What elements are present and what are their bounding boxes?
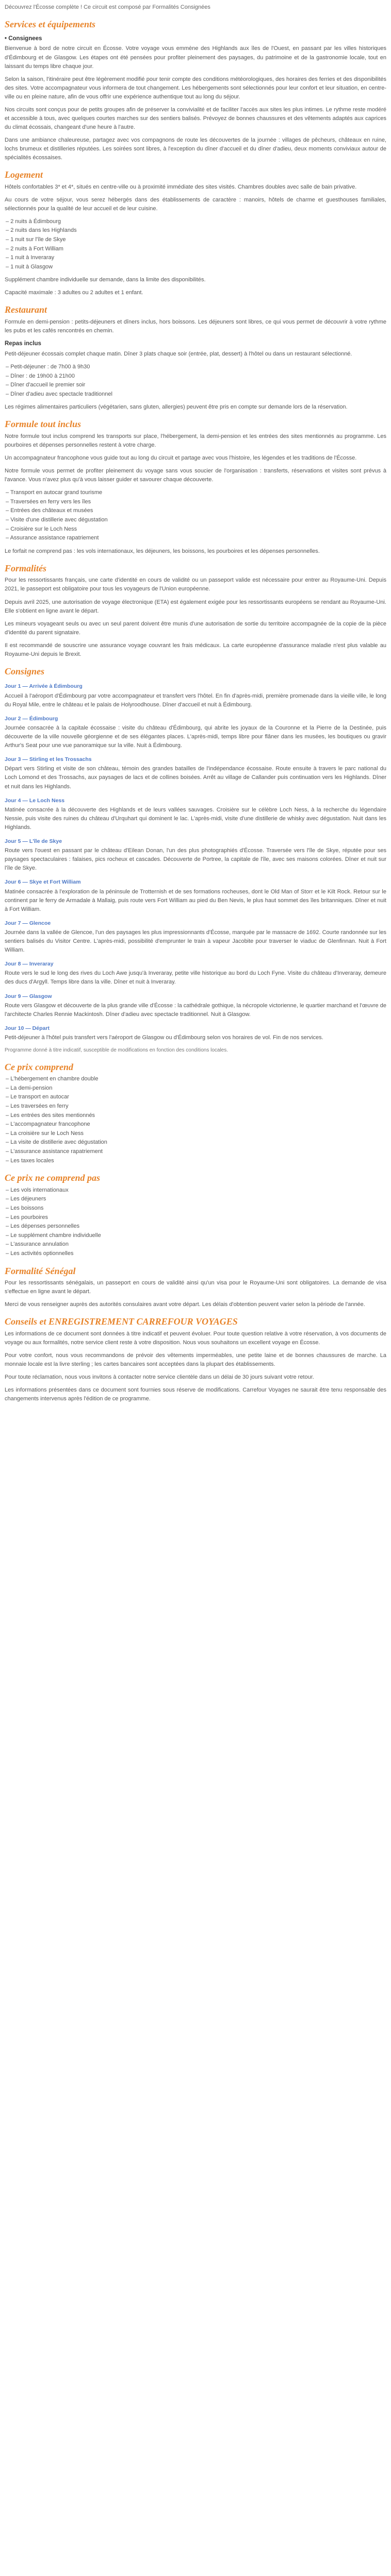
formalites-senegal-title: Formalité Sénégal xyxy=(5,1265,76,1276)
day-text: Route vers le sud le long des rives du Loch Awe jusqu'à Inveraray, petite ville historique au bord du Loch Fyne. Visite du château d'Inveraray, demeure des ducs d'Argyll. Temps libre dans la ville. Dîner et nuit à Inveraray. xyxy=(5,970,386,986)
day-heading: Jour 5 — L'île de Skye xyxy=(5,838,62,844)
consignees-heading: • Consignees xyxy=(5,35,42,42)
day-heading: Jour 10 — Départ xyxy=(5,1025,50,1031)
consignes-section xyxy=(5,666,386,1055)
day-text: Matinée consacrée à l'exploration de la péninsule de Trotternish et de ses formations rocheuses, dont le Old Man of Storr et le Kilt Rock. Retour sur le continent par le ferry de Armadale à Mallaig, puis route vers Fort William au pied du Ben Nevis, le plus haut sommet des îles britanniques. Dîner et nuit à Fort William. xyxy=(5,888,386,912)
day-text: Journée dans la vallée de Glencoe, l'un des paysages les plus impressionnants d'Écosse, marquée par le massacre de 1692. Courte randonnée sur les sentiers balisés du Visitor Centre. L'après-midi, possibilité d'emprunter le train à vapeur Jacobite pour traverser le viaduc de Glenfinnan. Nuit à Fort William. xyxy=(5,929,386,954)
services-p4: Dans une ambiance chaleureuse, partagez avec vos compagnons de route les découvertes de la journée : villages de pêcheurs, châteaux en ruine, lochs brumeux et distilleries réputées. Les soirées sont libres, à l'exception du dîner d'accueil et du dîner d'adieu, deux moments conviviaux autour de spécialités écossaises. xyxy=(5,137,386,161)
day-text: Route vers l'ouest en passant par le château d'Eilean Donan, l'un des plus photographiés d'Écosse. Traversée vers l'île de Skye, réputée pour ses paysages spectaculaires : falaises, pics rocheux et cascades. Découverte de Portree, la capitale de l'île, avec ses maisons colorées. Dîner et nuit sur l'île de Skye. xyxy=(5,848,386,872)
restaurant-p2: Petit-déjeuner écossais complet chaque matin. Dîner 3 plats chaque soir (entrée, plat, dessert) à l'hôtel ou dans un restaurant sélectionné. xyxy=(5,350,352,357)
day-block xyxy=(5,755,386,791)
list-item: – Assurance assistance rapatriement xyxy=(6,534,386,543)
list-item: – Les traversées en ferry xyxy=(6,1102,386,1111)
list-item: – 1 nuit sur l'île de Skye xyxy=(6,235,386,245)
list-item: – Les vols internationaux xyxy=(6,1186,386,1195)
list-item: – Les activités optionnelles xyxy=(6,1249,386,1259)
infos-title: Conseils et ENREGISTREMENT CARREFOUR VOYAGES xyxy=(5,1316,238,1327)
non-inclus-title: Ce prix ne comprend pas xyxy=(5,1173,101,1183)
services-p2: Selon la saison, l'itinéraire peut être légèrement modifié pour tenir compte des conditions météorologiques, des horaires des ferries et des disponibilités des sites. Votre accompagnateur vous informera de tout changement. Les hébergements sont sélectionnés pour leur confort et leur situation, en centre-ville ou en pleine nature, afin de vous offrir une expérience authentique tout au long du séjour. xyxy=(5,76,386,100)
list-item: – Les taxes locales xyxy=(6,1157,386,1166)
list-item: – Dîner d'adieu avec spectacle traditionnel xyxy=(6,390,386,399)
list-item: – Le supplément chambre individuelle xyxy=(6,1231,386,1241)
logement-p3: Supplément chambre individuelle sur demande, dans la limite des disponibilités. xyxy=(5,277,206,283)
day-block xyxy=(5,837,386,873)
logement-p1: Hôtels confortables 3* et 4*, situés en centre-ville ou à proximité immédiate des sites visités. Chambres doubles avec salle de bain privative. xyxy=(5,183,357,190)
day-block xyxy=(5,682,386,709)
list-item: – Transport en autocar grand tourisme xyxy=(6,488,386,498)
day-heading: Jour 8 — Inveraray xyxy=(5,961,54,968)
non-inclus-list xyxy=(5,1186,386,1259)
consignes-title: Consignes xyxy=(5,666,45,676)
restaurant-title: Restaurant xyxy=(5,304,47,315)
formalites-section xyxy=(5,563,386,659)
formalites-senegal-p2: Merci de vous renseigner auprès des autorités consulaires avant votre départ. Les délais d'obtention peuvent varier selon la période de l'année. xyxy=(5,1301,365,1308)
infos-p2: Pour votre confort, nous vous recommandons de prévoir des vêtements imperméables, une petite laine et de bonnes chaussures de marche. La monnaie locale est la livre sterling ; les cartes bancaires sont acceptées dans la plupart des établissements. xyxy=(5,1352,386,1368)
formalites-p4: Il est recommandé de souscrire une assurance voyage couvrant les frais médicaux. La carte européenne d'assurance maladie n'est plus valable au Royaume-Uni depuis le Brexit. xyxy=(5,642,386,657)
list-item: – Petit-déjeuner : de 7h00 à 9h30 xyxy=(6,363,386,372)
infos-p4: Les informations présentées dans ce document sont fournies sous réserve de modifications. Carrefour Voyages ne saurait être tenu responsable des changements intervenus après l'édition de ce programme. xyxy=(5,1387,386,1402)
day-heading: Jour 1 — Arrivée à Édimbourg xyxy=(5,683,83,690)
restaurant-section xyxy=(5,304,386,412)
infos-p1: Les informations de ce document sont données à titre indicatif et peuvent évoluer. Pour toute question relative à votre réservation, à vos documents de voyage ou aux formalités, notre service client reste à votre disposition. Nous vous souhaitons un excellent voyage en Écosse. xyxy=(5,1330,386,1346)
day-block xyxy=(5,878,386,913)
list-item: – La croisière sur le Loch Ness xyxy=(6,1129,386,1139)
formalites-p1: Pour les ressortissants français, une carte d'identité en cours de validité ou un passeport valide est nécessaire pour entrer au Royaume-Uni. Depuis 2021, le passeport est obligatoire pour tous les voyageurs de l'Union européenne. xyxy=(5,577,386,592)
inclus-title: Ce prix comprend xyxy=(5,1061,73,1072)
list-item: – Visite d'une distillerie avec dégustation xyxy=(6,516,386,525)
list-item: – Traversées en ferry vers les îles xyxy=(6,498,386,507)
day-heading: Jour 6 — Skye et Fort William xyxy=(5,879,81,886)
day-heading: Jour 7 — Glencoe xyxy=(5,920,51,926)
services-p1: Bienvenue à bord de notre circuit en Écosse. Votre voyage vous emmène des Highlands aux îles de l'Ouest, en passant par les villes historiques d'Édimbourg et de Glasgow. Les étapes ont été pensées pour profiter pleinement des paysages, du patrimoine et de la gastronomie locale, tout en laissant du temps libre chaque jour. xyxy=(5,45,386,70)
inclus-section xyxy=(5,1062,386,1166)
list-item: – 2 nuits à Édimbourg xyxy=(6,217,386,227)
list-item: – Dîner d'accueil le premier soir xyxy=(6,381,386,390)
list-item: – 2 nuits dans les Highlands xyxy=(6,226,386,235)
list-item: – Les entrées des sites mentionnés xyxy=(6,1111,386,1121)
list-item: – L'accompagnateur francophone xyxy=(6,1120,386,1129)
day-block xyxy=(5,992,386,1019)
formalites-senegal-p1: Pour les ressortissants sénégalais, un passeport en cours de validité ainsi qu'un visa pour le Royaume-Uni sont obligatoires. La demande de visa s'effectue en ligne avant le départ. xyxy=(5,1280,386,1295)
list-item: – Les pourboires xyxy=(6,1213,386,1223)
day-text: Petit-déjeuner à l'hôtel puis transfert vers l'aéroport de Glasgow ou d'Édimbourg selon vos horaires de vol. Fin de nos services. xyxy=(5,1035,323,1041)
formalites-senegal-section xyxy=(5,1266,386,1310)
list-item: – L'assurance assistance rapatriement xyxy=(6,1147,386,1157)
restaurant-p1: Formule en demi-pension : petits-déjeuners et dîners inclus, hors boissons. Les déjeuners sont libres, ce qui vous permet de découvrir à votre rythme les pubs et les cafés rencontrés en chemin. xyxy=(5,319,386,334)
day-block xyxy=(5,715,386,750)
list-item: – Le transport en autocar xyxy=(6,1093,386,1102)
list-item: – Les boissons xyxy=(6,1204,386,1213)
logement-p2: Au cours de votre séjour, vous serez hébergés dans des établissements de caractère : manoirs, hôtels de charme et guesthouses familiales, sélectionnés pour la qualité de leur accueil et de leur cuisine. xyxy=(5,196,386,212)
formalites-title: Formalités xyxy=(5,563,47,573)
day-heading: Jour 9 — Glasgow xyxy=(5,993,52,999)
logement-section xyxy=(5,170,386,297)
day-text: Matinée consacrée à la découverte des Highlands et de leurs vallées sauvages. Croisière sur le célèbre Loch Ness, à la recherche du légendaire Nessie, puis visite des ruines du château d'Urquhart qui dominent le lac. L'après-midi, visite d'une distillerie de whisky avec dégustation. Nuit dans les Highlands. xyxy=(5,806,386,831)
list-item: – La visite de distillerie avec dégustation xyxy=(6,1138,386,1147)
list-item: – 2 nuits à Fort William xyxy=(6,245,386,254)
list-item: – Croisière sur le Loch Ness xyxy=(6,525,386,534)
formalites-p2: Depuis avril 2025, une autorisation de voyage électronique (ETA) est également exigée pour les ressortissants européens se rendant au Royaume-Uni. Elle s'obtient en ligne avant le départ. xyxy=(5,599,386,614)
restaurant-list xyxy=(5,363,386,399)
formule-list xyxy=(5,488,386,543)
intro-text: Découvrez l'Écosse complète ! Ce circuit est composé par Formalités Consignées xyxy=(5,4,210,10)
day-block xyxy=(5,1024,386,1042)
formule-p2: Un accompagnateur francophone vous guide tout au long du circuit et partage avec vous l'histoire, les légendes et les traditions de l'Écosse. xyxy=(5,455,357,462)
list-item: – La demi-pension xyxy=(6,1084,386,1093)
day-heading: Jour 3 — Stirling et les Trossachs xyxy=(5,756,92,763)
list-item: – Les dépenses personnelles xyxy=(6,1222,386,1231)
day-text: Accueil à l'aéroport d'Édimbourg par votre accompagnateur et transfert vers l'hôtel. En fin d'après-midi, première promenade dans la vieille ville, le long du Royal Mile, entre le château et le palais de Holyroodhouse. Dîner d'accueil et nuit à Édimbourg. xyxy=(5,692,386,708)
list-item: – Entrées des châteaux et musées xyxy=(6,506,386,516)
list-item: – Les déjeuners xyxy=(6,1195,386,1204)
restaurant-p3: Les régimes alimentaires particuliers (végétarien, sans gluten, allergies) peuvent être pris en compte sur demande lors de la réservation. xyxy=(5,404,348,411)
formule-p4: Le forfait ne comprend pas : les vols internationaux, les déjeuners, les boissons, les pourboires et les dépenses personnelles. xyxy=(5,548,320,554)
day-text: Route vers Glasgow et découverte de la plus grande ville d'Écosse : la cathédrale gothique, la nécropole victorienne, le quartier marchand et l'œuvre de l'architecte Charles Rennie Mackintosh. Dîner d'adieu avec spectacle traditionnel. Nuit à Glasgow. xyxy=(5,1002,386,1018)
logement-list xyxy=(5,217,386,272)
day-block xyxy=(5,960,386,987)
program-note: Programme donné à titre indicatif, susceptible de modifications en fonction des conditions locales. xyxy=(5,1047,229,1054)
services-p3: Nos circuits sont conçus pour de petits groupes afin de préserver la convivialité et de faciliter l'accès aux sites les plus intimes. Le rythme reste modéré et accessible à tous, avec quelques courtes marches sur des sentiers balisés. Prévoyez de bonnes chaussures et des vêtements adaptés aux caprices du climat écossais, changeant d'une heure à l'autre. xyxy=(5,106,386,130)
list-item: – 1 nuit à Glasgow xyxy=(6,263,386,272)
list-item: – 1 nuit à Inveraray xyxy=(6,253,386,263)
list-item: – L'assurance annulation xyxy=(6,1240,386,1249)
inclus-list xyxy=(5,1075,386,1165)
day-heading: Jour 4 — Le Loch Ness xyxy=(5,797,65,804)
formule-p3: Notre formule vous permet de profiter pleinement du voyage sans vous soucier de l'organisation : transferts, réservations et visites sont prévus à l'avance. Vous n'avez plus qu'à vous laisser guider et savourer chaque découverte. xyxy=(5,468,386,483)
list-item: – L'hébergement en chambre double xyxy=(6,1075,386,1084)
day-block xyxy=(5,919,386,955)
non-inclus-section xyxy=(5,1173,386,1258)
logement-title: Logement xyxy=(5,170,43,180)
services-title: Services et équipements xyxy=(5,19,95,30)
restaurant-subheading: Repas inclus xyxy=(5,341,41,347)
day-text: Départ vers Stirling et visite de son château, témoin des grandes batailles de l'indépendance écossaise. Route ensuite à travers le parc national du Loch Lomond et des Trossachs, aux paysages de lacs et de collines boisées. Arrêt au village de Callander puis continuation vers les Highlands. Dîner et nuit dans les Highlands. xyxy=(5,766,386,790)
formule-p1: Notre formule tout inclus comprend les transports sur place, l'hébergement, la demi-pension et les entrées des sites mentionnés au programme. Les pourboires et dépenses personnelles restent à votre charge. xyxy=(5,433,386,449)
infos-p3: Pour toute réclamation, nous vous invitons à contacter notre service clientèle dans un délai de 30 jours suivant votre retour. xyxy=(5,1374,314,1381)
infos-section xyxy=(5,1316,386,1403)
formule-section xyxy=(5,419,386,555)
day-heading: Jour 2 — Édimbourg xyxy=(5,715,58,722)
list-item: – Dîner : de 19h00 à 21h00 xyxy=(6,372,386,381)
logement-p4: Capacité maximale : 3 adultes ou 2 adultes et 1 enfant. xyxy=(5,290,143,296)
day-block xyxy=(5,796,386,832)
day-text: Journée consacrée à la capitale écossaise : visite du château d'Édimbourg, qui abrite les joyaux de la Couronne et la Pierre de la Destinée, puis découverte de la ville nouvelle géorgienne et de ses élégantes places. L'après-midi, temps libre pour flâner dans les musées, les boutiques ou gravir Arthur's Seat pour une vue panoramique sur la ville. Nuit à Édimbourg. xyxy=(5,725,386,749)
formalites-p3: Les mineurs voyageant seuls ou avec un seul parent doivent être munis d'une autorisation de sortie du territoire accompagnée de la copie de la pièce d'identité du parent signataire. xyxy=(5,620,386,636)
formule-title: Formule tout inclus xyxy=(5,419,82,430)
services-section xyxy=(5,19,386,162)
